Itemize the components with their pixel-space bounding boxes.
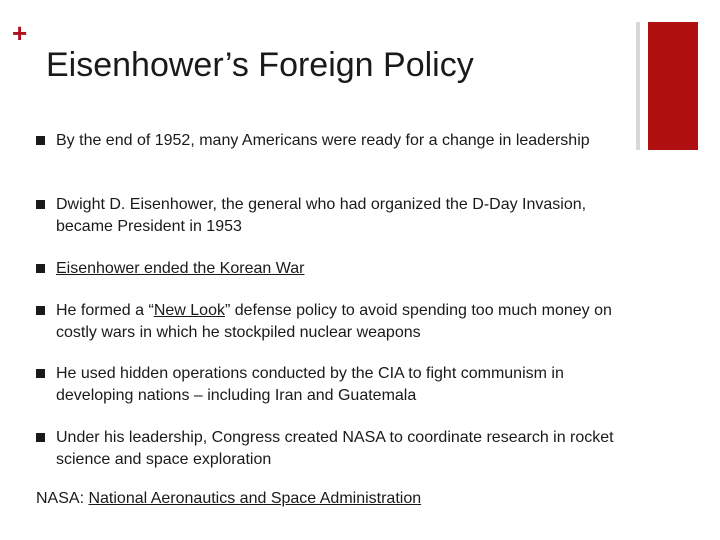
bullet-item <box>36 194 636 238</box>
bullet-square-icon <box>36 136 45 145</box>
bullet-text: Under his leadership, Congress created NASA to coordinate research in rocket science and space exploration <box>56 429 614 468</box>
bullet-square-icon <box>36 200 45 209</box>
bullet-item <box>36 300 636 344</box>
bullet-item <box>36 363 636 407</box>
bullet-square-icon <box>36 264 45 273</box>
plus-icon: + <box>12 18 28 48</box>
bullet-text: By the end of 1952, many Americans were ready for a change in leadership <box>56 132 590 149</box>
new-look-link[interactable]: New Look <box>153 302 225 319</box>
bullet-square-icon <box>36 306 45 315</box>
bullet-square-icon <box>36 433 45 442</box>
footer-prefix: NASA: <box>36 490 89 507</box>
bullet-item <box>36 258 636 280</box>
bullet-text: Dwight D. Eisenhower, the general who had organized the D-Day Invasion, became President in 1953 <box>56 196 587 235</box>
footer-note <box>36 488 421 510</box>
decorative-red-bar <box>648 22 698 150</box>
bullet-text-post: ” defense policy to avoid spending too much money on costly wars in which he stockpiled nuclear weapons <box>56 302 612 341</box>
bullet-item <box>36 427 636 471</box>
bullet-item <box>36 130 636 152</box>
korean-war-link[interactable]: Eisenhower ended the Korean War <box>56 260 305 277</box>
bullet-square-icon <box>36 369 45 378</box>
decorative-thin-bar <box>636 22 640 150</box>
bullet-text-pre: He formed a “ <box>56 302 154 319</box>
bullet-text: He used hidden operations conducted by the CIA to fight communism in developing nations – including Iran and Guatemala <box>56 365 564 404</box>
nasa-link[interactable]: National Aeronautics and Space Administration <box>88 490 422 507</box>
slide-title: Eisenhower’s Foreign Policy <box>46 46 474 84</box>
